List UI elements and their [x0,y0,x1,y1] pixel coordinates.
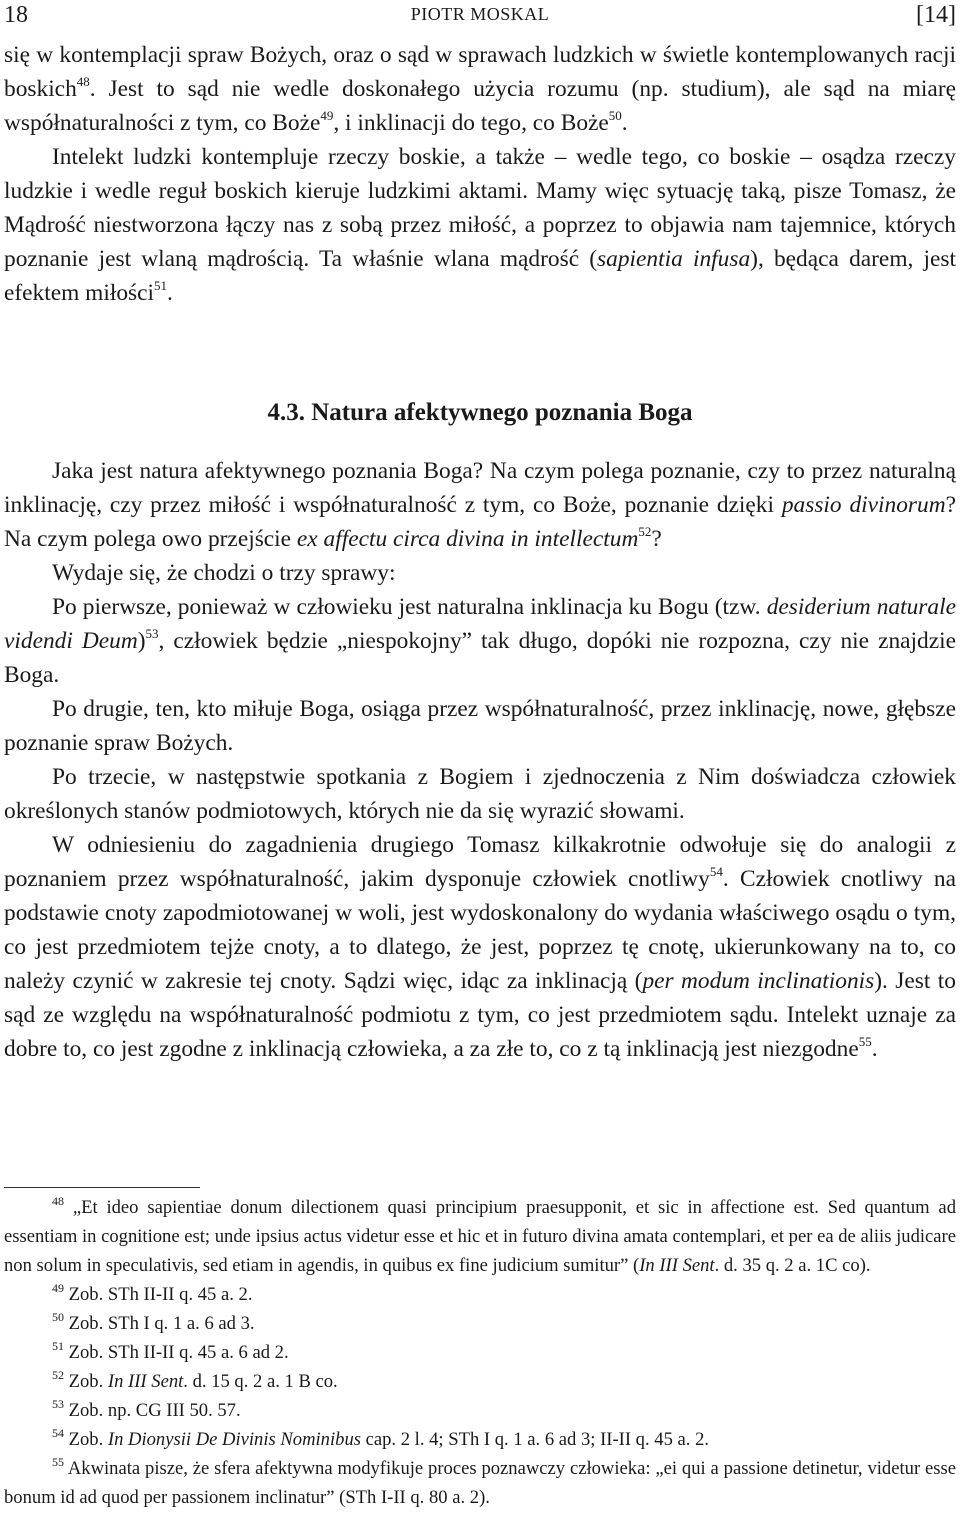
footnote-ref-51[interactable]: 51 [154,278,168,294]
text-run: Zob. [64,1429,108,1450]
text-run: ) [137,628,146,654]
paragraph-7: Po trzecie, w następstwie spotkania z Bogiem i zjednoczenia z Nim doświadcza człowiek określonych stanów podmiotowych, których nie da się wyrazić słowami. [4,764,956,824]
paragraph-1 [4,38,956,140]
text-run: , człowiek będzie „niespokojny” tak długo, dopóki nie rozpozna, czy nie znajdzie Boga. [4,628,956,688]
paragraph-4: Wydaje się, że chodzi o trzy sprawy: [52,560,396,586]
footnote-48 [4,1193,956,1280]
footnote-ref-52[interactable]: 52 [638,524,652,540]
text-run: Intelekt ludzki kontempluje rzeczy boskie, a także – wedle tego, co boskie – osądza rzeczy ludzkie i wedle reguł boskich kieruje ludzkimi aktami. Mamy więc sytuację taką, pisze Tomasz, że Mądrość niestworzona łączy nas z sobą przez miłość, a poprzez to objawia nam tajemnice, których poznanie jest wlaną mądrością. Ta właśnie wlana mądrość ( [4,144,956,272]
text-run: Akwinata pisze, że sfera afektywna modyfikuje proces poznawczy człowieka: „ei qui a passione detinetur, videtur esse bonum id ad quod per passionem inclinatur” (STh I-II q. 80 a. 2). [4,1458,956,1508]
paragraph-5 [4,590,956,692]
footnote-number: 49 [52,1280,64,1295]
latin-term: passio divinorum [781,492,946,518]
text-run: Zob. np. CG III 50. 57. [64,1400,241,1421]
paragraph-3 [4,454,956,556]
text-run: ? [651,526,662,552]
footnote-ref-48[interactable]: 48 [76,74,90,90]
footnote-49 [4,1280,956,1309]
paragraph-6: Po drugie, ten, kto miłuje Boga, osiąga przez współnaturalność, przez inklinację, nowe, głębsze poznanie spraw Bożych. [4,696,956,756]
footnote-54 [4,1425,956,1454]
text-run: , i inklinacji do tego, co Boże [333,110,609,136]
text-run: . Jest to sąd nie wedle doskonałego użycia rozumu (np. studium), ale sąd na miarę współnaturalności z tym, co Boże [4,76,956,136]
footnote-number: 48 [52,1193,64,1208]
footnotes [4,1193,956,1512]
page-number: 18 [4,2,28,28]
footnote-ref-54[interactable]: 54 [709,864,723,880]
paragraph-2 [4,140,956,310]
paragraph-8 [4,828,956,1066]
footnote-50 [4,1309,956,1338]
footnote-number: 50 [52,1309,64,1324]
text-run: . [871,1036,878,1062]
latin-term: In III Sent [639,1255,715,1276]
text-run: ). Jest to sąd ze względu na współnaturalność podmiotu z tym, co jest przedmiotem sądu. Intelekt uznaje za dobre to, co jest zgodne z inklinacją człowieka, a za złe to, co z tą inklinacją jest niezgodne [4,968,956,1062]
text-run: . [167,280,173,306]
footnote-ref-53[interactable]: 53 [145,626,159,642]
section-heading: 4.3. Natura afektywnego poznania Boga [267,399,693,426]
text-run: „Et ideo sapientiae donum dilectionem quasi principium praesupponit, et sic in affectione est. Sed quantum ad essentiam in cognitione est; unde ipsius actus videtur esse et hic et in futuro divina amata contemplari, et per ea de aliis judicare non solum in speculativis, sed etiam in agendis, in quibus ex fine judicium sumitur” ( [4,1197,956,1276]
text-run: cap. 2 l. 4; STh I q. 1 a. 6 ad 3; II-II q. 45 a. 2. [360,1429,710,1450]
section-number: [14] [916,2,956,28]
running-header [4,0,956,30]
latin-term: ex affectu circa divina in intellectum [296,526,639,552]
footnote-number: 55 [52,1454,64,1469]
text-run: Po pierwsze, ponieważ w człowieku jest naturalna inklinacja ku Bogu (tzw. [52,594,767,620]
latin-term: In III Sent [107,1371,184,1392]
footnote-ref-55[interactable]: 55 [858,1034,872,1050]
latin-term: sapientia infusa [597,246,751,272]
text-run: . Człowiek cnotliwy na podstawie cnoty zapodmiotowanej w woli, jest wydoskonalony do wydania właściwego osądu o tym, co jest przedmiotem tejże cnoty, a to dlatego, że jest, poprzez tę cnotę, ukierunkowany na to, co należy czynić w zakresie tej cnoty. Sądzi więc, idąc za inklinacją ( [4,866,957,994]
text-run: Zob. STh II-II q. 45 a. 6 ad 2. [64,1342,289,1363]
footnote-51 [4,1338,956,1367]
footnote-number: 54 [52,1425,64,1440]
text-run: Zob. [64,1371,108,1392]
running-author: PIOTR MOSKAL [410,4,550,24]
footnote-number: 52 [52,1367,64,1382]
text-run: ? Na czym polega owo przejście [4,492,956,552]
footnote-52 [4,1367,956,1396]
latin-term: per modum inclinationis [642,968,875,994]
latin-term: desiderium naturale videndi Deum [4,594,956,654]
footnote-55 [4,1454,956,1512]
footnote-separator [4,1187,200,1188]
footnote-number: 53 [52,1396,64,1411]
text-run: . d. 35 q. 2 a. 1C co). [714,1255,871,1276]
text-run: . [621,110,628,136]
footnote-ref-49[interactable]: 49 [320,108,334,124]
text-run: . d. 15 q. 2 a. 1 B co. [183,1371,338,1392]
text-run: się w kontemplacji spraw Bożych, oraz o sąd w sprawach ludzkich w świetle kontemplowanych racji boskich [4,42,956,102]
latin-term: In Dionysii De Divinis Nominibus [107,1429,361,1450]
body-text-bottom [4,454,956,1066]
text-run: Jaka jest natura afektywnego poznania Boga? Na czym polega poznanie, czy to przez naturalną inklinację, czy przez miłość i współnaturalność z tym, co Boże, poznanie dzięki [4,458,956,518]
footnote-53 [4,1396,956,1425]
text-run: ), będąca darem, jest efektem miłości [4,246,957,306]
footnote-number: 51 [52,1338,64,1353]
text-run: Zob. STh II-II q. 45 a. 2. [64,1284,253,1305]
footnote-ref-50[interactable]: 50 [608,108,622,124]
body-text-top [4,38,956,310]
text-run: W odniesieniu do zagadnienia drugiego Tomasz kilkakrotnie odwołuje się do analogii z poznaniem przez współnaturalność, jakim dysponuje człowiek cnotliwy [4,832,956,892]
text-run: Zob. STh I q. 1 a. 6 ad 3. [64,1313,255,1334]
